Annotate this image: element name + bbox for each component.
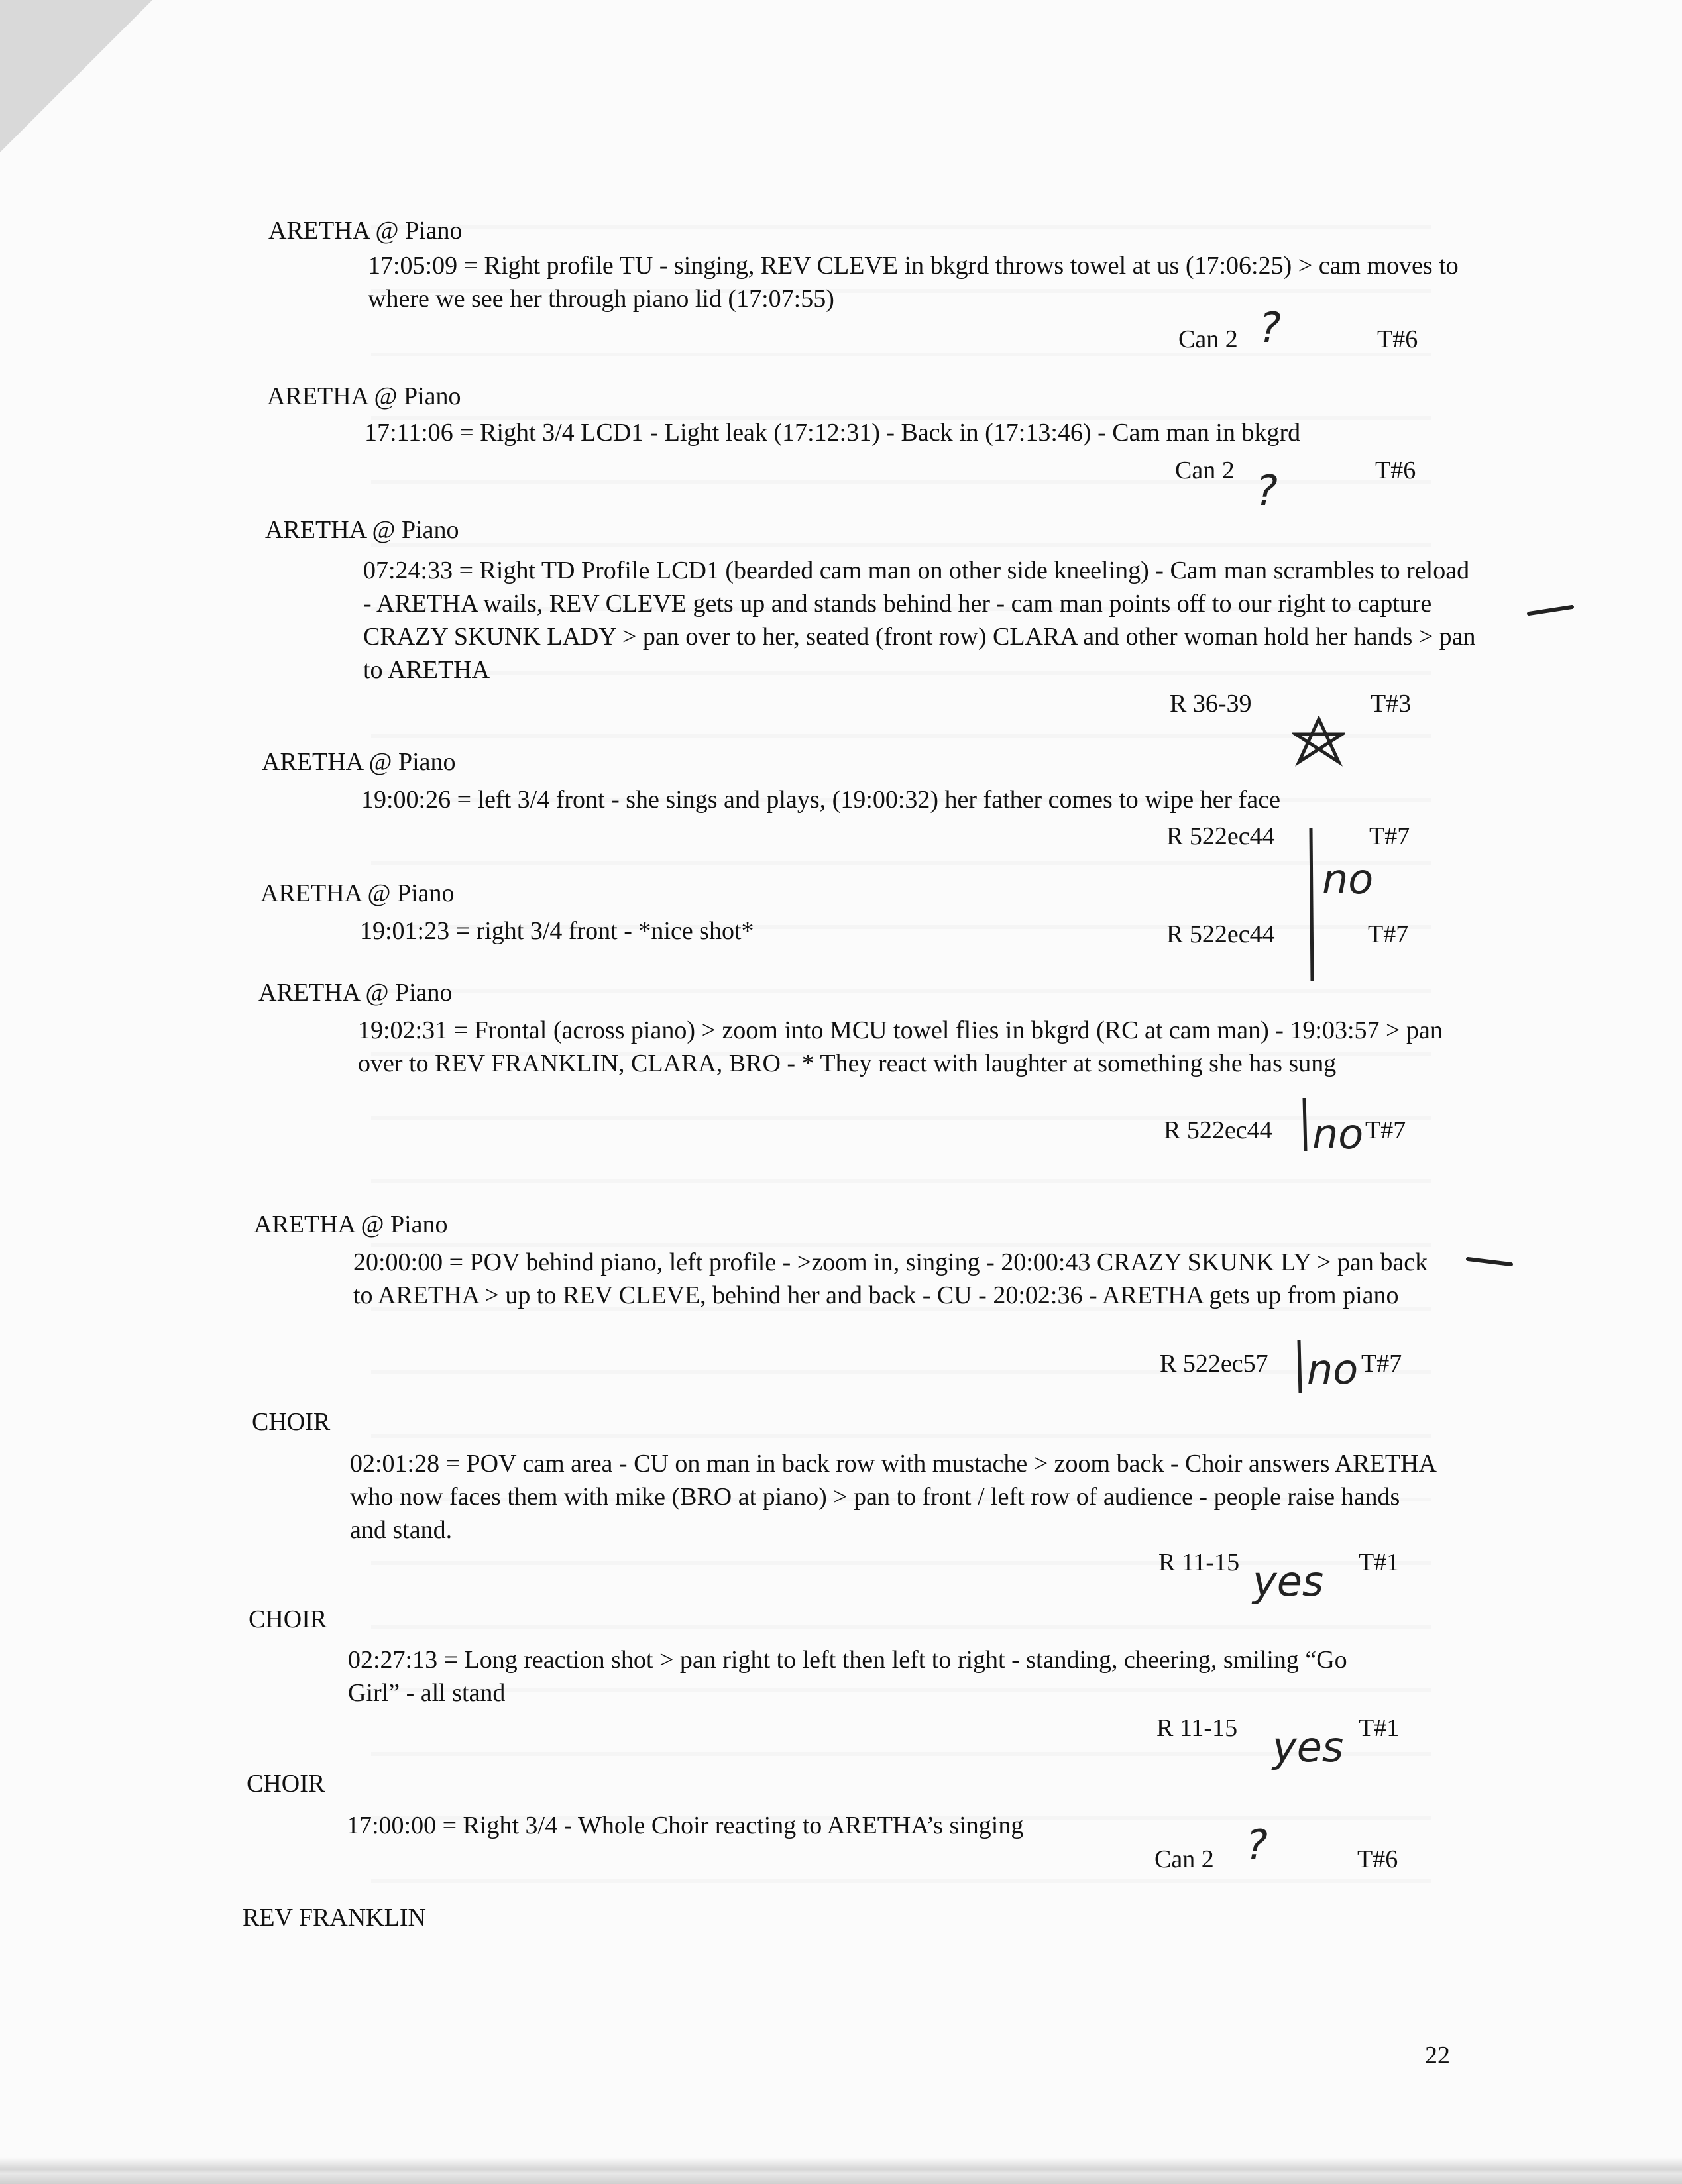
handwritten-bracket-line bbox=[1299, 1095, 1312, 1154]
entry-heading: ARETHA @ Piano bbox=[268, 217, 463, 245]
entry-roll: Can 2 bbox=[1154, 1845, 1214, 1873]
entry-roll: R 522ec44 bbox=[1166, 920, 1275, 948]
handwritten-no-mark: no bbox=[1307, 1345, 1359, 1393]
handwritten-yes-mark: yes bbox=[1253, 1557, 1324, 1606]
entry-description: 17:11:06 = Right 3/4 LCD1 - Light leak (17:12:31) - Back in (17:13:46) - Cam man in bkgrd bbox=[364, 419, 1301, 447]
entry-roll: Can 2 bbox=[1178, 325, 1238, 353]
entry-description: 20:00:00 = POV behind piano, left profile - >zoom in, singing - 20:00:43 CRAZY SKUNK LY > pan back to ARETHA > up to REV CLEVE, behind her and back - CU - 20:02:36 - ARETHA gets up from piano bbox=[353, 1248, 1428, 1309]
entry-heading: CHOIR bbox=[247, 1770, 325, 1798]
entry-description: 17:05:09 = Right profile TU - singing, REV CLEVE in bkgrd throws towel at us (17:06:25) > cam moves to where we see her through piano lid (17:07:55) bbox=[368, 252, 1459, 313]
entry-tape: T#7 bbox=[1369, 822, 1410, 850]
entry-heading: ARETHA @ Piano bbox=[260, 879, 455, 907]
entry-heading: REV FRANKLIN bbox=[243, 1904, 426, 1932]
entry-tape: T#1 bbox=[1359, 1549, 1400, 1576]
handwritten-bracket-line bbox=[1294, 1337, 1307, 1397]
entry-tape: T#6 bbox=[1377, 325, 1418, 353]
entry-tape: T#6 bbox=[1375, 457, 1416, 484]
entry-roll: R 36-39 bbox=[1170, 690, 1252, 718]
entry-heading: ARETHA @ Piano bbox=[265, 516, 459, 544]
entry-tape: T#3 bbox=[1371, 690, 1412, 718]
handwritten-question-mark: ? bbox=[1259, 303, 1281, 352]
entry-tape: T#7 bbox=[1361, 1350, 1402, 1378]
entry-roll: R 11-15 bbox=[1156, 1714, 1238, 1742]
entry-description: 17:00:00 = Right 3/4 - Whole Choir reacting to ARETHA’s singing bbox=[347, 1812, 1024, 1839]
entry-tape: T#1 bbox=[1359, 1714, 1400, 1742]
entry-heading: CHOIR bbox=[249, 1606, 327, 1633]
entry-description: 02:01:28 = POV cam area - CU on man in back row with mustache > zoom back - Choir answers ARETHA who now faces them with mike (BRO at piano) > pan to front / left row of audience - people raise hands and stand. bbox=[350, 1450, 1435, 1544]
entry-roll: R 522ec57 bbox=[1160, 1350, 1268, 1378]
entry-heading: ARETHA @ Piano bbox=[258, 979, 453, 1007]
handwritten-question-mark: ? bbox=[1256, 466, 1278, 515]
handwritten-arrow-mark bbox=[1465, 1252, 1518, 1272]
entry-description: 07:24:33 = Right TD Profile LCD1 (bearded cam man on other side kneeling) - Cam man scrambles to reload - ARETHA wails, REV CLEVE gets up and stands behind her - cam man points off to our right to capture CRAZY SKUNK LADY > pan over to her, seated (front row) CLARA and other woman hold her hands > pan to ARETHA bbox=[363, 557, 1476, 684]
entry-heading: ARETHA @ Piano bbox=[254, 1211, 448, 1238]
entry-roll: R 522ec44 bbox=[1166, 822, 1275, 850]
entry-tape: T#6 bbox=[1357, 1845, 1398, 1873]
handwritten-star-mark bbox=[1292, 716, 1345, 769]
entry-roll: R 522ec44 bbox=[1164, 1117, 1272, 1144]
page-bottom-edge bbox=[0, 2157, 1682, 2184]
handwritten-question-mark: ? bbox=[1246, 1821, 1268, 1869]
handwritten-arrow-mark bbox=[1526, 599, 1579, 619]
entry-heading: CHOIR bbox=[252, 1408, 331, 1436]
entry-heading: ARETHA @ Piano bbox=[267, 382, 461, 410]
entry-roll: R 11-15 bbox=[1158, 1549, 1240, 1576]
handwritten-no-mark: no bbox=[1322, 855, 1374, 903]
handwritten-no-mark: no bbox=[1312, 1110, 1364, 1158]
entry-heading: ARETHA @ Piano bbox=[262, 748, 456, 776]
entry-roll: Can 2 bbox=[1175, 457, 1235, 484]
entry-description: 19:01:23 = right 3/4 front - *nice shot* bbox=[360, 917, 754, 945]
handwritten-bracket-line bbox=[1306, 825, 1319, 984]
page-fold-corner bbox=[0, 0, 152, 152]
entry-tape: T#7 bbox=[1365, 1117, 1406, 1144]
entry-description: 19:00:26 = left 3/4 front - she sings and plays, (19:00:32) her father comes to wipe her face bbox=[361, 786, 1280, 814]
entry-description: 19:02:31 = Frontal (across piano) > zoom into MCU towel flies in bkgrd (RC at cam man) - 19:03:57 > pan over to REV FRANKLIN, CLARA, BRO - * They react with laughter at something she has sung bbox=[358, 1016, 1443, 1077]
entry-description: 02:27:13 = Long reaction shot > pan right to left then left to right - standing, cheering, smiling “Go Girl” - all stand bbox=[348, 1646, 1347, 1707]
entry-tape: T#7 bbox=[1368, 920, 1409, 948]
page-number: 22 bbox=[1425, 2042, 1450, 2069]
handwritten-yes-mark: yes bbox=[1272, 1723, 1344, 1771]
